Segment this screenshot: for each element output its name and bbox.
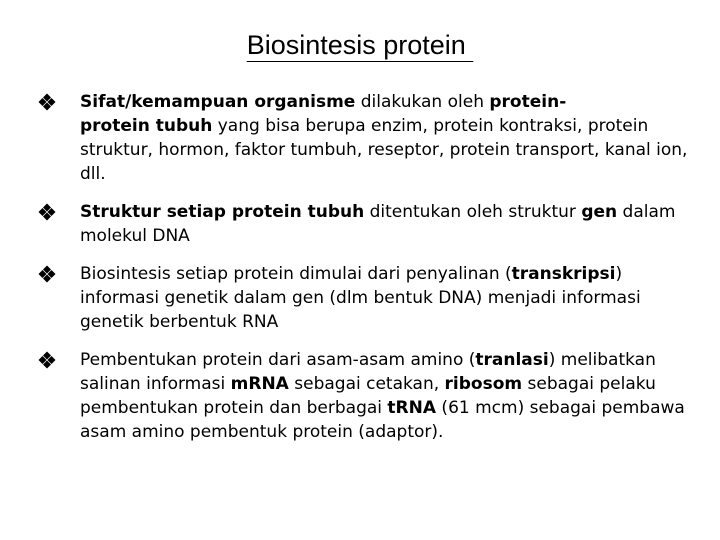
bullet-item	[38, 348, 698, 444]
bullet-text	[80, 90, 698, 186]
bullet-item	[38, 90, 698, 186]
bold-term: tRNA	[387, 398, 437, 418]
diamond-bullet-icon	[38, 351, 56, 369]
bold-term: tranlasi	[475, 350, 549, 370]
text-run: ditentukan oleh struktur	[364, 202, 582, 222]
text-run: Biosintesis setiap protein dimulai dari penyalinan (	[80, 264, 512, 284]
text-run: ) informasi genetik dalam gen (dlm bentuk DNA) menjadi informasi genetik berbentuk RNA	[80, 264, 641, 332]
slide-title-text: Biosintesis protein	[246, 30, 474, 60]
text-run: dalam molekul DNA	[80, 202, 676, 246]
bullet-item	[38, 262, 698, 334]
bullet-item	[38, 200, 698, 248]
bold-term: gen	[581, 202, 618, 222]
bold-term: transkripsi	[511, 264, 616, 284]
text-run: (61 mcm) sebagai pembawa asam amino pembentuk protein (adaptor).	[80, 398, 685, 442]
bold-term: Struktur setiap protein tubuh	[80, 202, 365, 222]
text-run: sebagai pelaku pembentukan protein dan berbagai	[80, 374, 656, 418]
bold-term: ribosom	[444, 374, 523, 394]
text-run: yang bisa berupa enzim, protein kontraksi, protein struktur, hormon, faktor tumbuh, reseptor, protein transport, kanal ion, dll.	[80, 116, 688, 184]
slide-title	[0, 30, 720, 61]
bold-term: mRNA	[230, 374, 289, 394]
diamond-bullet-icon	[38, 93, 56, 111]
diamond-bullet-icon	[38, 203, 56, 221]
text-run: Pembentukan protein dari asam-asam amino (	[80, 350, 476, 370]
bold-term: protein-	[489, 92, 567, 112]
text-run: dilakukan oleh	[355, 92, 490, 112]
bullet-list	[38, 90, 698, 458]
bold-term: protein tubuh	[80, 116, 213, 136]
text-run: ) melibatkan salinan informasi	[80, 350, 656, 394]
diamond-bullet-icon	[38, 265, 56, 283]
bullet-text	[80, 200, 698, 248]
bullet-text	[80, 262, 698, 334]
bullet-text	[80, 348, 698, 444]
bold-term: Sifat/kemampuan organisme	[80, 92, 356, 112]
text-run: sebagai cetakan,	[288, 374, 445, 394]
